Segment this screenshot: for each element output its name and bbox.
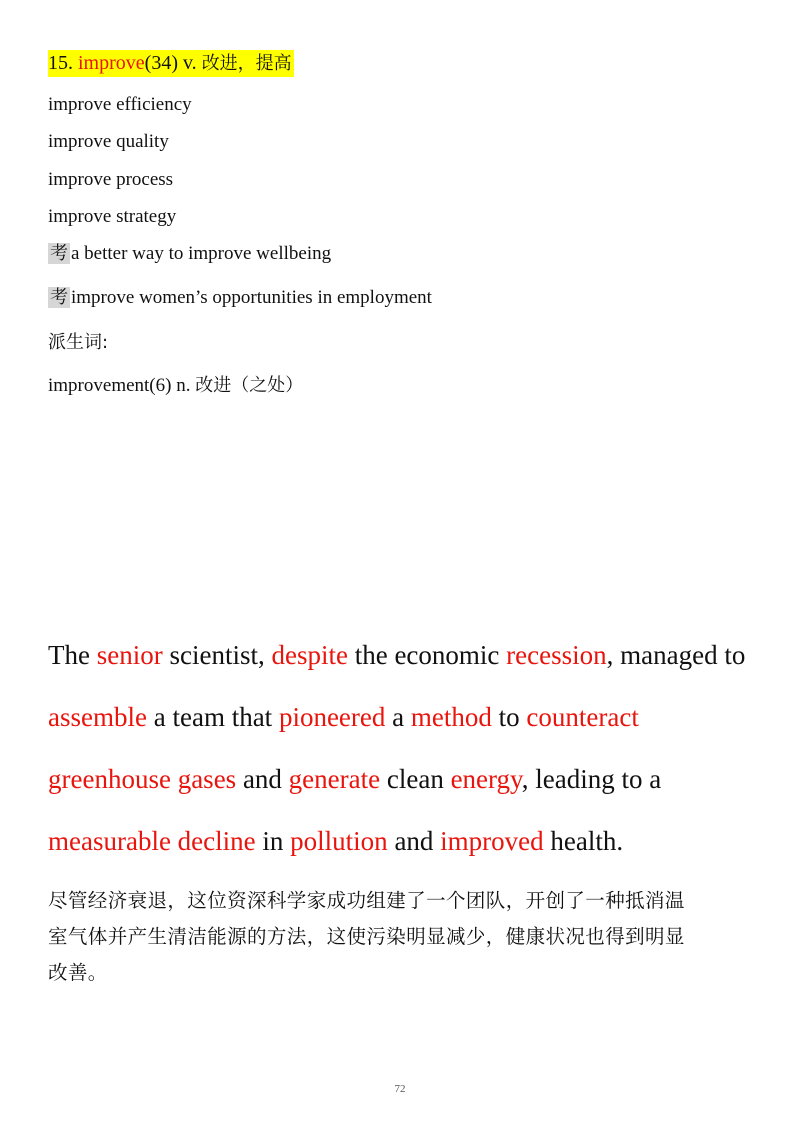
entry-frequency: (34) [144,52,178,74]
highlighted-word: pollution [290,826,388,856]
sentence-text: a team that [146,702,279,732]
exam-example-line [48,286,432,310]
entry-part-of-speech: v. [182,52,197,74]
derivative-line [48,374,303,398]
sentence-text: in [255,826,291,856]
sentence-text: health. [543,826,624,856]
highlighted-word: assemble [48,702,147,732]
highlighted-word: method [410,702,492,732]
collocation-line: improve strategy [48,206,177,227]
highlighted-word: generate [288,764,381,794]
page-number: 72 [394,1083,406,1095]
entry-number: 15. [48,52,73,74]
sentence-text: scientist, [162,640,272,670]
exam-example-text: improve women’s opportunities in employment [71,287,432,308]
highlighted-word: pioneered [278,702,386,732]
sentence-text: a [385,702,411,732]
exam-example-line [48,242,331,266]
sentence-text: and [236,764,289,794]
sentence-line [48,748,758,810]
sentence-line [48,686,758,748]
highlighted-word: recession [506,640,607,670]
collocation-line: improve quality [48,131,169,152]
sentence-text: clean [380,764,451,794]
derivative-word: improvement(6) n. [48,375,191,396]
highlighted-word: measurable decline [48,826,256,856]
sentence-text: , managed to [606,640,746,670]
highlighted-word: improved [440,826,544,856]
highlighted-word: despite [271,640,348,670]
sentence-text: , leading to a [521,764,662,794]
exam-tag: 考 [50,243,68,264]
collocation-line: improve efficiency [48,94,192,115]
highlighted-word: energy [450,764,522,794]
translation-line: 改善。 [48,961,108,984]
sentence-line [48,624,758,686]
sentence-text: the economic [347,640,507,670]
derivatives-label: 派生词: [48,332,109,353]
translation-line: 室气体并产生清洁能源的方法，这使污染明显减少，健康状况也得到明显 [48,925,685,948]
highlighted-word: greenhouse gases [48,764,237,794]
entry-meaning: 改进，提高 [201,53,292,74]
derivative-meaning: 改进（之处） [195,375,304,396]
sentence-text: The [48,640,97,670]
sentence-translation [48,883,748,991]
sentence-text: to [491,702,527,732]
highlighted-word: counteract [526,702,639,732]
exam-tag: 考 [50,287,68,308]
highlighted-word: senior [96,640,163,670]
translation-line: 尽管经济衰退，这位资深科学家成功组建了一个团队，开创了一种抵消温 [48,889,685,912]
sentence-line [48,810,758,872]
entry-word: improve [78,52,145,74]
entry-heading [48,50,294,77]
sentence-text: and [387,826,441,856]
collocation-line: improve process [48,169,174,190]
exam-example-text: a better way to improve wellbeing [71,243,332,264]
